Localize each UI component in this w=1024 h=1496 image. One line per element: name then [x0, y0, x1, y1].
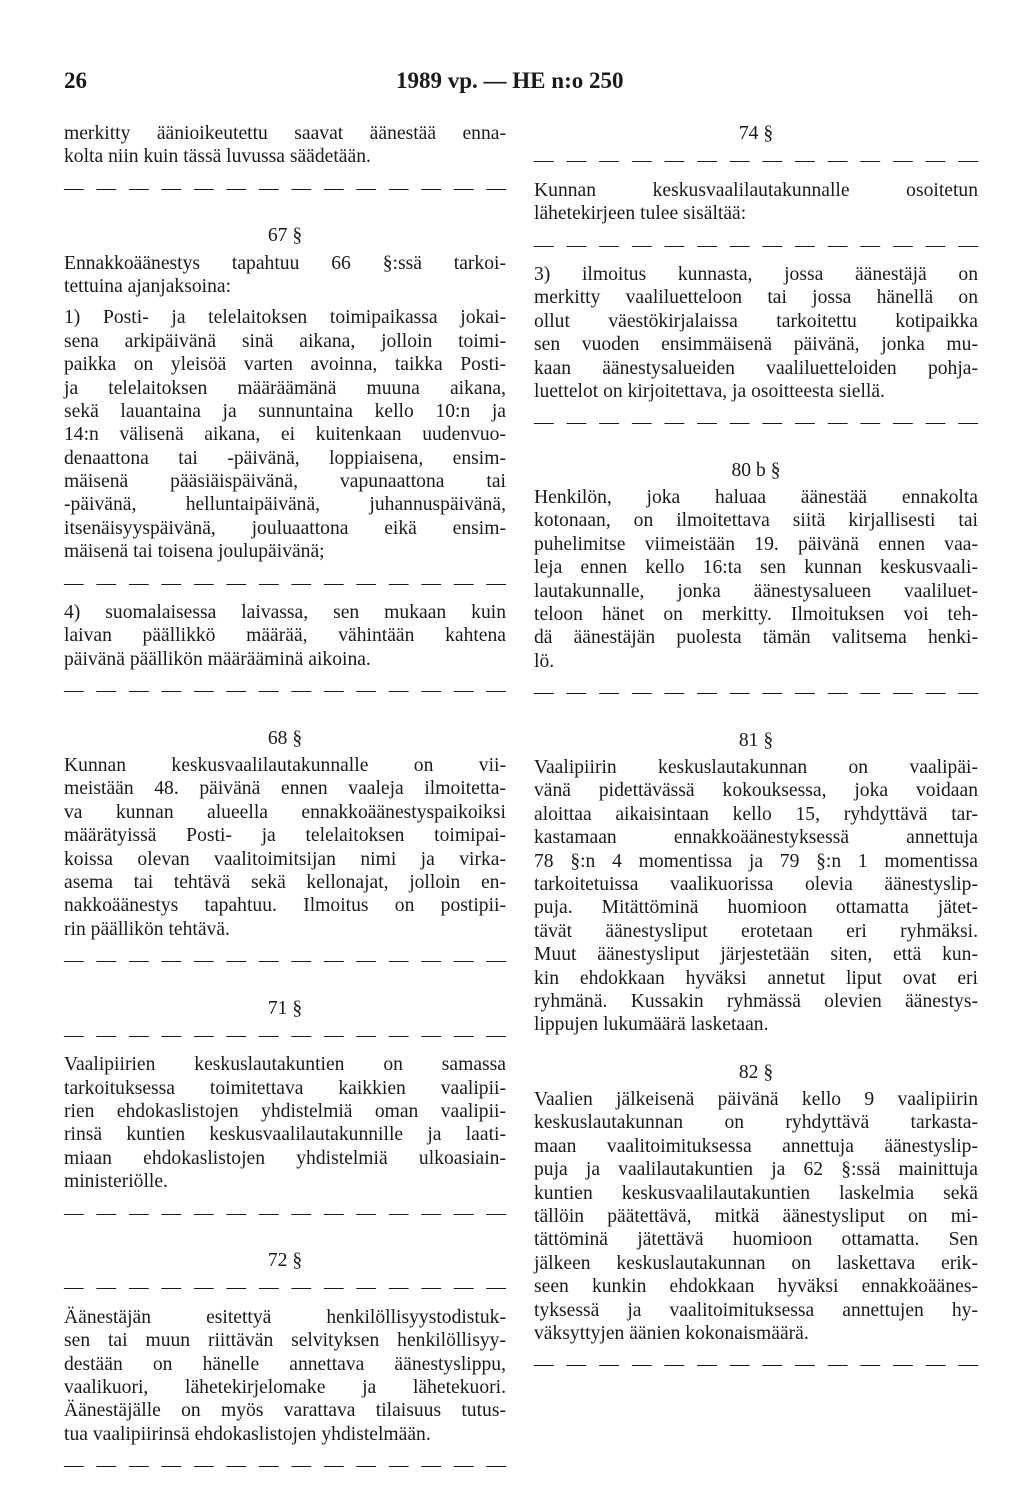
text-line: päivänä päällikön määrääminä aikoina.: [64, 648, 371, 670]
paragraph: [64, 1053, 506, 1193]
text-line: 3) ilmoitus kunnasta, jossa äänestäjä on: [534, 263, 978, 285]
text-line: kuntien keskusvaalilautakuntien laskelmia sekä: [534, 1182, 978, 1204]
text-line: ja telelaitoksen määräämänä muuna aikana,: [64, 377, 506, 399]
text-line: kolta niin kuin tässä luvussa säädetään.: [64, 146, 371, 168]
text-line: mäisenä pääsiäispäivänä, vapunaattona tai: [64, 471, 506, 493]
text-line: jälkeen keskuslautakunnan on laskettava erik-: [534, 1252, 978, 1274]
paragraph: [64, 306, 506, 563]
text-line: rin päällikön tehtävä.: [64, 918, 230, 940]
text-line: merkitty vaaliluetteloon tai jossa hänellä on: [534, 287, 978, 309]
text-line: nakkoäänestys tapahtuu. Ilmoitus on postipii-: [64, 895, 506, 917]
text-line: aloittaa aikaisintaan kello 15, ryhdyttävä tar-: [534, 803, 978, 825]
text-line: puja. Mitättöminä huomioon ottamatta jätet-: [534, 897, 978, 919]
text-line: lö.: [534, 650, 555, 672]
omission-dash-line: — — — — — — — — — — — — — —: [534, 682, 978, 704]
section-title: 81 §: [738, 729, 774, 751]
text-line: asema tai tehtävä sekä kellonajat, jolloin en-: [64, 871, 506, 893]
omission-dash-line: — — — — — — — — — — — — — —: [64, 1277, 506, 1299]
omission-dash-line: — — — — — — — — — — — — — —: [64, 680, 506, 702]
text-line: lautakunnalle, jonka äänestysalueen vaaliluet-: [534, 580, 978, 602]
text-line: miaan ehdokaslistojen yhdistelmiä ulkoasiain-: [64, 1147, 506, 1169]
text-line: seen kunkin ehdokkaan hyväksi ennakkoäänes-: [534, 1276, 978, 1298]
text-line: tua vaalipiirinsä ehdokaslistojen yhdistelmään.: [64, 1423, 431, 1445]
text-line: rien ehdokaslistojen yhdistelmiä oman vaalipii-: [64, 1101, 506, 1123]
text-line: dä äänestäjän puolesta tämän valitsema henki-: [534, 627, 978, 649]
text-line: destään on hänelle annettava äänestyslippu,: [64, 1353, 506, 1375]
text-line: koissa olevan vaalitoimitsijan nimi ja virka-: [64, 848, 506, 870]
page-header: [64, 68, 976, 108]
text-line: -päivänä, helluntaipäivänä, juhannuspäivänä,: [64, 494, 506, 516]
section-title: 82 §: [738, 1061, 774, 1083]
text-line: tättöminä jätettävä huomioon ottamatta. Sen: [534, 1229, 978, 1251]
paragraph: [64, 252, 506, 299]
omission-dash-line: — — — — — — — — — — — — — —: [64, 1202, 506, 1224]
text-line: tettuina ajanjaksoina:: [64, 275, 232, 297]
left-column: [64, 122, 506, 1484]
text-line: maan vaalitoimituksessa annettuja äänestyslip-: [534, 1135, 978, 1157]
paragraph: [64, 754, 506, 941]
running-title: 1989 vp. — HE n:o 250: [396, 68, 624, 93]
omission-dash-line: — — — — — — — — — — — — — —: [64, 177, 506, 199]
text-line: kin ehdokkaan hyväksi annetut liput ovat eri: [534, 967, 978, 989]
omission-dash-line: — — — — — — — — — — — — — —: [64, 1455, 506, 1477]
paragraph: [534, 756, 978, 1037]
text-line: Vaalipiirin keskuslautakunnan on vaalipäi-: [534, 756, 978, 778]
text-line: ollut väestökirjalaissa tarkoitettu kotipaikka: [534, 310, 978, 332]
text-line: mäisenä tai toisena joulupäivänä;: [64, 541, 325, 563]
text-line: tävät äänestysliput erotetaan eri ryhmäksi.: [534, 920, 978, 942]
paragraph: [64, 601, 506, 671]
text-line: 14:n välisenä aikana, ei kuitenkaan uudenvuo-: [64, 424, 506, 446]
section-title: 71 §: [267, 997, 303, 1019]
text-line: laivan päällikkö määrää, vähintään kahtena: [64, 625, 506, 647]
text-line: sen tai muun riittävän selvityksen henkilöllisyy-: [64, 1330, 506, 1352]
right-column: [534, 122, 978, 1383]
text-line: tarkoitetuissa vaalikuorissa olevia äänestyslip-: [534, 873, 978, 895]
text-line: 4) suomalaisessa laivassa, sen mukaan kuin: [64, 602, 506, 624]
text-line: denaattona tai -päivänä, loppiaisena, ensim-: [64, 447, 506, 469]
text-line: vaalikuori, lähetekirjelomake ja lähetekuori.: [64, 1376, 506, 1398]
text-line: Henkilön, joka haluaa äänestää ennakolta: [534, 487, 978, 509]
paragraph: [534, 1088, 978, 1345]
text-line: puhelimitse viimeistään 19. päivänä ennen vaa-: [534, 533, 978, 555]
section-title: 72 §: [267, 1250, 303, 1272]
omission-dash-line: — — — — — — — — — — — — — —: [534, 150, 978, 172]
text-line: Ennakkoäänestys tapahtuu 66 §:ssä tarkoi-: [64, 252, 506, 274]
section-title: 74 §: [738, 123, 774, 144]
text-line: Kunnan keskusvaalilautakunnalle on vii-: [64, 754, 506, 776]
paragraph: [534, 179, 978, 226]
text-line: sekä lauantaina ja sunnuntaina kello 10:n ja: [64, 400, 506, 422]
section-title: 80 b §: [731, 459, 781, 481]
text-line: ministeriölle.: [64, 1171, 168, 1193]
omission-dash-line: — — — — — — — — — — — — — —: [534, 234, 978, 256]
omission-dash-line: — — — — — — — — — — — — — —: [64, 572, 506, 594]
text-line: kotonaan, on ilmoitettava siitä kirjallisesti tai: [534, 510, 978, 532]
text-line: leja ennen kello 16:ta sen kunnan keskusvaali-: [534, 557, 978, 579]
omission-dash-line: — — — — — — — — — — — — — —: [534, 412, 978, 434]
text-line: va kunnan alueella ennakkoäänestyspaikoiksi: [64, 801, 506, 823]
text-line: tarkoituksessa toimitettava kaikkien vaalipii-: [64, 1077, 506, 1099]
text-line: merkitty äänioikeutettu saavat äänestää enna-: [64, 123, 506, 144]
paragraph: [64, 122, 506, 169]
text-line: vänä pidettävässä kokouksessa, joka voidaan: [534, 780, 978, 802]
text-line: Vaalien jälkeisenä päivänä kello 9 vaalipiirin: [534, 1089, 978, 1111]
text-line: Vaalipiirien keskuslautakuntien on samassa: [64, 1054, 506, 1076]
paragraph: [64, 1306, 506, 1446]
omission-dash-line: — — — — — — — — — — — — — —: [534, 1354, 978, 1376]
text-line: väksyttyjen äänien kokonaismäärä.: [534, 1322, 809, 1344]
text-line: määrätyissä Posti- ja telelaitoksen toimipai-: [64, 825, 506, 847]
text-line: kastamaan ennakkoäänestyksessä annettuja: [534, 827, 978, 849]
text-line: Muut äänestysliput järjestetään siten, että kun-: [534, 944, 978, 966]
text-line: rinsä kuntien keskusvaalilautakunnille ja laati-: [64, 1124, 506, 1146]
text-line: sen vuoden ensimmäisenä päivänä, jonka mu-: [534, 334, 978, 356]
text-line: tyksessä ja vaalitoimituksessa annettujen hy-: [534, 1299, 978, 1321]
text-line: paikka on yleisöä varten avoinna, taikka Posti-: [64, 354, 506, 376]
text-line: sena arkipäivänä sinä aikana, jolloin toimi-: [64, 330, 506, 352]
text-line: lähetekirjeen tulee sisältää:: [534, 203, 747, 225]
text-line: lippujen lukumäärä lasketaan.: [534, 1014, 769, 1036]
text-line: teloon hänet on merkitty. Ilmoituksen voi teh-: [534, 604, 978, 626]
text-line: meistään 48. päivänä ennen vaaleja ilmoitetta-: [64, 778, 506, 800]
text-line: keskuslautakunnan on ryhdyttävä tarkasta-: [534, 1112, 978, 1134]
text-line: puja ja vaalilautakuntien ja 62 §:ssä mainittuja: [534, 1159, 978, 1181]
paragraph: [534, 486, 978, 673]
omission-dash-line: — — — — — — — — — — — — — —: [64, 950, 506, 972]
text-line: 78 §:n 4 momentissa ja 79 §:n 1 momentissa: [534, 850, 978, 872]
text-line: tällöin päätettävä, mitkä äänestysliput on mi-: [534, 1206, 978, 1228]
text-line: 1) Posti- ja telelaitoksen toimipaikassa jokai-: [64, 307, 506, 329]
section-title: 67 §: [267, 225, 303, 247]
omission-dash-line: — — — — — — — — — — — — — —: [64, 1024, 506, 1046]
section-title: 68 §: [267, 727, 303, 749]
page-number: 26: [64, 68, 87, 93]
text-line: kaan äänestysalueiden vaaliluetteloiden pohja-: [534, 357, 978, 379]
text-line: Äänestäjälle on myös varattava tilaisuus tutus-: [64, 1400, 506, 1422]
text-line: itsenäisyyspäivänä, jouluaattona eikä ensim-: [64, 517, 506, 539]
paragraph: [534, 263, 978, 403]
text-line: Äänestäjän esitettyä henkilöllisyystodistuk-: [64, 1306, 506, 1328]
text-line: Kunnan keskusvaalilautakunnalle osoitetun: [534, 179, 978, 201]
text-line: luettelot on kirjoitettava, ja osoitteesta siellä.: [534, 380, 885, 402]
text-line: ryhmänä. Kussakin ryhmässä olevien äänestys-: [534, 990, 978, 1012]
